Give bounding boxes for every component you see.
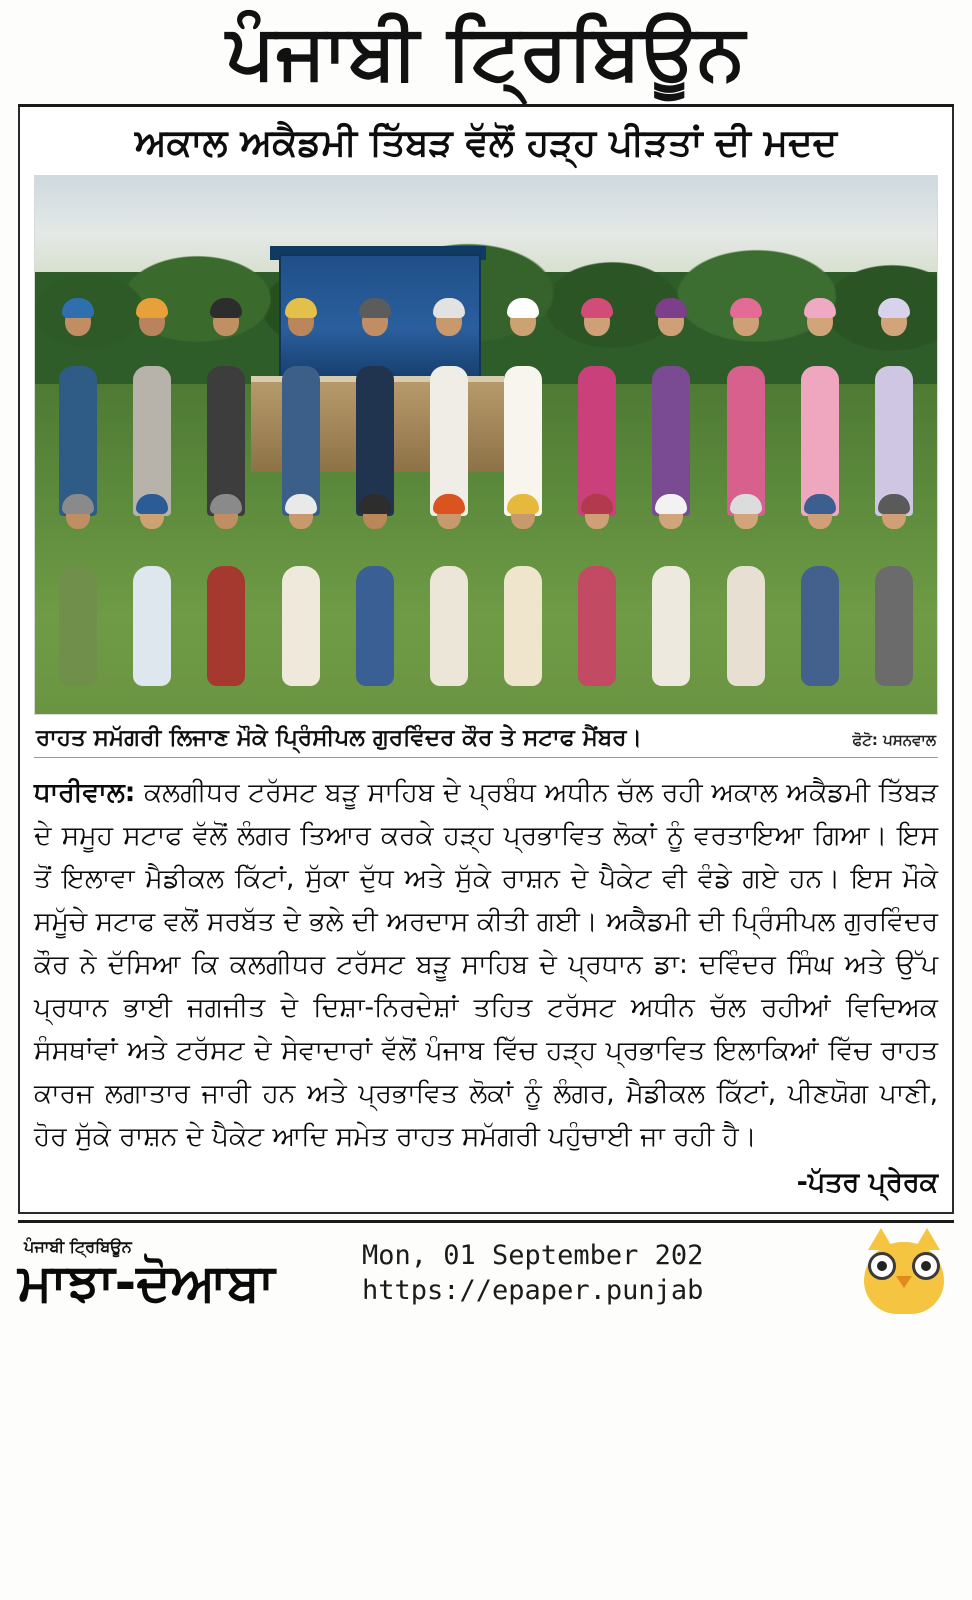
photo-person [339,476,411,686]
photo-person [561,476,633,686]
footer-brand [18,1236,348,1313]
photo-person [265,476,337,686]
footer-url[interactable]: https://epaper.punjab [362,1274,704,1306]
masthead [0,0,972,96]
article-container [18,107,954,1214]
article-body [34,772,938,1204]
photo-front-row [35,476,937,686]
article-dateline: ਧਾਰੀਵਾਲ: [34,777,136,809]
photo-scene [35,176,937,714]
photo-person [116,476,188,686]
footer-brand-main: ਮਾਝਾ-ਦੋਆਬਾ [18,1252,275,1313]
owl-pupil-left [877,1261,887,1271]
photo-person [487,476,559,686]
footer-brand-small: ਪੰਜਾਬੀ ਟ੍ਰਿਬਿਊਨ [24,1236,132,1256]
photo-caption: ਰਾਹਤ ਸਮੱਗਰੀ ਲਿਜਾਣ ਮੌਕੇ ਪ੍ਰਿੰਸੀਪਲ ਗੁਰਵਿੰਦਰ ਕੌਰ ਤੇ ਸਟਾਫ ਮੈਂਬਰ। [36,725,642,752]
article-headline: ਅਕਾਲ ਅਕੈਡਮੀ ਤਿੱਬੜ ਵੱਲੋਂ ਹੜ੍ਹ ਪੀੜਤਾਂ ਦੀ ਮਦਦ [134,121,838,164]
photo-person [858,476,930,686]
photo-caption-row [34,723,938,758]
footer-meta [362,1238,703,1308]
masthead-title: ਪੰਜਾਬੀ ਟ੍ਰਿਬਿਊਨ [226,7,746,96]
photo-person [710,476,782,686]
photo-person [190,476,262,686]
photo-person [635,476,707,686]
article-byline: -ਪੱਤਰ ਪ੍ਰੇਰਕ [796,1166,938,1198]
photo-person [42,476,114,686]
photo-person [784,476,856,686]
owl-pupil-right [921,1261,931,1271]
article-body-text: ਕਲਗੀਧਰ ਟਰੱਸਟ ਬੜੂ ਸਾਹਿਬ ਦੇ ਪ੍ਰਬੰਧ ਅਧੀਨ ਚੱਲ ਰਹੀ ਅਕਾਲ ਅਕੈਡਮੀ ਤਿੱਬੜ ਦੇ ਸਮੂਹ ਸਟਾਫ ਵੱਲੋਂ ਲੰਗਰ ਤਿਆਰ ਕਰਕੇ ਹੜ੍ਹ ਪ੍ਰਭਾਵਿਤ ਲੋਕਾਂ ਨੂੰ ਵਰਤਾਇਆ ਗਿਆ। ਇਸ ਤੋਂ ਇਲਾਵਾ ਮੈਡੀਕਲ ਕਿੱਟਾਂ, ਸੁੱਕਾ ਦੁੱਧ ਅਤੇ ਸੁੱਕੇ ਰਾਸ਼ਨ ਦੇ ਪੈਕੇਟ ਵੀ ਵੰਡੇ ਗਏ ਹਨ। ਇਸ ਮੌਕੇ ਸਮੂੱਚੇ ਸਟਾਫ ਵਲੋਂ ਸਰਬੱਤ ਦੇ ਭਲੇ ਦੀ ਅਰਦਾਸ ਕੀਤੀ ਗਈ। ਅਕੈਡਮੀ ਦੀ ਪ੍ਰਿੰਸੀਪਲ ਗੁਰਵਿੰਦਰ ਕੌਰ ਨੇ ਦੱਸਿਆ ਕਿ ਕਲਗੀਧਰ ਟਰੱਸਟ ਬੜੂ ਸਾਹਿਬ ਦੇ ਪ੍ਰਧਾਨ ਡਾ: ਦਵਿੰਦਰ ਸਿੰਘ ਅਤੇ ਉੱਪ ਪ੍ਰਧਾਨ ਭਾਈ ਜਗਜੀਤ ਦੇ ਦਿਸ਼ਾ-ਨਿਰਦੇਸ਼ਾਂ ਤਹਿਤ ਟਰੱਸਟ ਅਧੀਨ ਚੱਲ ਰਹੀਆਂ ਵਿਦਿਅਕ ਸੰਸਥਾਂਵਾਂ ਅਤੇ ਟਰੱਸਟ ਦੇ ਸੇਵਾਦਾਰਾਂ ਵੱਲੋਂ ਪੰਜਾਬ ਵਿੱਚ ਹੜ੍ਹ ਪ੍ਰਭਾਵਿਤ ਇਲਾਕਿਆਂ ਵਿੱਚ ਰਾਹਤ ਕਾਰਜ ਲਗਾਤਾਰ ਜਾਰੀ ਹਨ ਅਤੇ ਪ੍ਰਭਾਵਿਤ ਲੋਕਾਂ ਨੂੰ ਲੰਗਰ, ਮੈਡੀਕਲ ਕਿੱਟਾਂ, ਪੀਣਯੋਗ ਪਾਣੀ, ਹੋਰ ਸੁੱਕੇ ਰਾਸ਼ਨ ਦੇ ਪੈਕੇਟ ਆਦਿ ਸਮੇਤ ਰਾਹਤ ਸਮੱਗਰੀ ਪਹੁੰਚਾਈ ਜਾ ਰਹੀ ਹੈ। [34,777,938,1152]
article-photo [34,175,938,715]
owl-beak [896,1276,912,1288]
page-footer [18,1220,954,1316]
photo-person [413,476,485,686]
owl-icon [858,1224,950,1316]
photo-credit: ਫੋਟੋ: ਪਸਨਵਾਲ [852,731,936,750]
footer-date: Mon, 01 September 202 [362,1239,704,1271]
